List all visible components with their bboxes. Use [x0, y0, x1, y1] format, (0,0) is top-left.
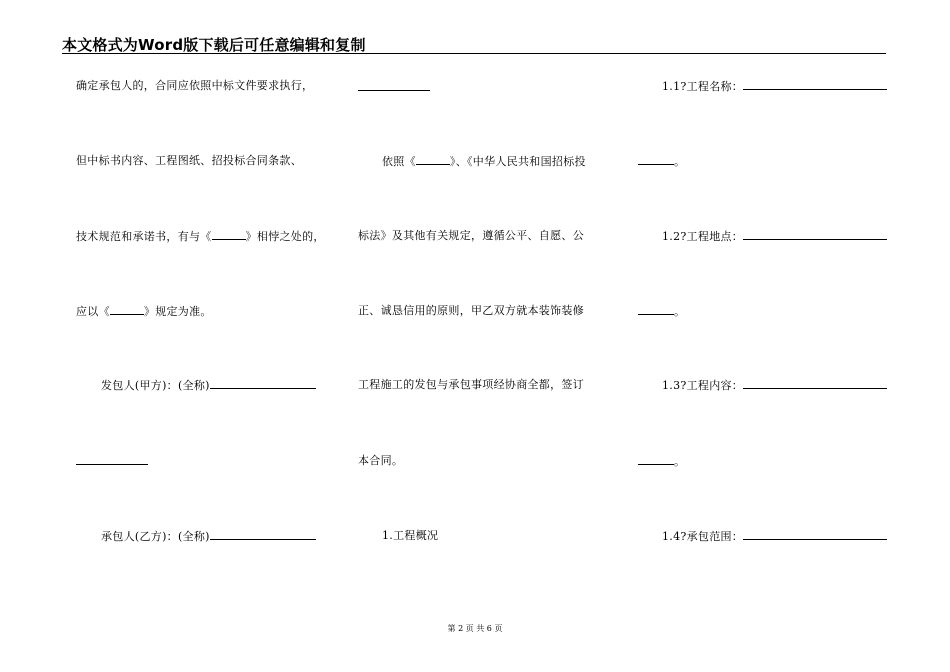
left-line-3-part-b: 》相悖之处的，	[245, 230, 325, 243]
middle-line-5: 工程施工的发包与承包事项经协商全都，签订	[358, 378, 584, 391]
middle-line-4: 正、诚恳信用的原则，甲乙双方就本装饰装修	[358, 304, 584, 317]
document-header-title: 本文格式为Word版下载后可任意编辑和复制	[62, 36, 366, 54]
item-project-location-blank	[743, 229, 887, 240]
fill-blank	[638, 154, 674, 165]
party-a-line	[101, 378, 316, 393]
party-a-continuation-blank	[76, 464, 148, 465]
period: 。	[674, 305, 686, 318]
item-contract-scope-blank	[743, 529, 887, 540]
item-contract-scope-label: 1.4?承包范围：	[662, 530, 744, 543]
item-project-content-continuation	[638, 454, 685, 469]
left-line-4-part-b: 》规定为准。	[143, 305, 212, 318]
period: 。	[674, 155, 686, 168]
page-number-footer: 第 2 页 共 6 页	[447, 624, 503, 633]
item-project-name-continuation	[638, 154, 685, 169]
fill-blank	[212, 229, 246, 240]
item-project-name-label: 1.1?工程名称：	[662, 80, 744, 93]
middle-line-2	[382, 154, 586, 169]
fill-blank	[416, 154, 450, 165]
party-b-fill-blank	[210, 529, 316, 540]
item-project-content	[662, 378, 887, 393]
header-rule	[62, 53, 886, 54]
fill-blank	[638, 454, 674, 465]
fill-blank	[110, 304, 144, 315]
middle-line-3: 标法》及其他有关规定，遵循公平、自愿、公	[358, 229, 584, 242]
item-contract-scope	[662, 529, 887, 544]
item-project-location	[662, 229, 887, 244]
left-line-4	[76, 304, 212, 319]
item-project-name-blank	[743, 79, 887, 90]
period: 。	[674, 455, 686, 468]
left-line-2: 但中标书内容、工程图纸、招投标合同条款、	[76, 154, 302, 167]
middle-line-2-part-a: 依照《	[382, 155, 416, 168]
left-line-3-part-a: 技术规范和承诺书，有与《	[76, 230, 212, 243]
party-a-fill-blank	[210, 378, 316, 389]
item-project-location-label: 1.2?工程地点：	[662, 230, 744, 243]
fill-blank	[638, 304, 674, 315]
left-line-1: 确定承包人的，合同应依照中标文件要求执行，	[76, 79, 314, 92]
middle-line-6: 本合同。	[358, 454, 404, 467]
party-b-line	[101, 529, 316, 544]
item-project-content-blank	[743, 378, 887, 389]
party-a-label: 发包人(甲方)：(全称)	[101, 379, 210, 392]
item-project-content-label: 1.3?工程内容：	[662, 379, 744, 392]
middle-top-blank	[358, 90, 430, 91]
middle-line-2-part-b: 》、《中华人民共和国招标投	[449, 155, 586, 168]
item-project-location-continuation	[638, 304, 685, 319]
item-project-name	[662, 79, 887, 94]
section-heading-project-overview: 1.工程概况	[382, 529, 439, 542]
party-b-label: 承包人(乙方)：(全称)	[101, 530, 210, 543]
left-line-3	[76, 229, 325, 244]
left-line-4-part-a: 应以《	[76, 305, 110, 318]
